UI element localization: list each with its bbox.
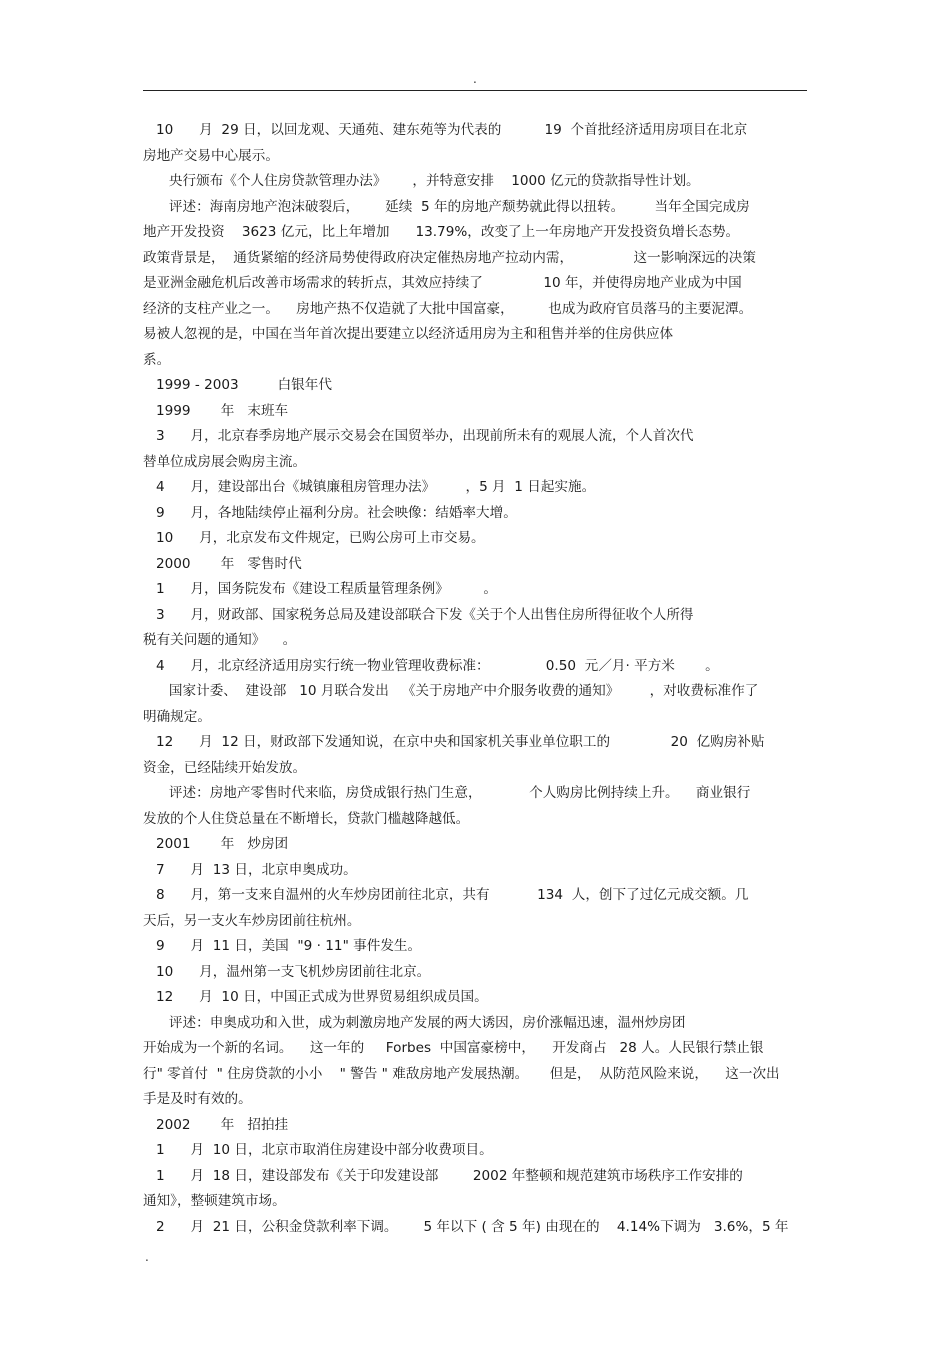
text-line: 易被人忽视的是，中国在当年首次提出要建立以经济适用房为主和租售并举的住房供应体 (143, 326, 674, 342)
text-line: 8 月，第一支来自温州的火车炒房团前往北京，共有 134 人，创下了过亿元成交额。几 (143, 887, 749, 903)
text-line: 税有关问题的通知》 。 (143, 632, 297, 648)
text-line: 央行颁布《个人住房贷款管理办法》 ，并特意安排 1000 亿元的贷款指导性计划。 (143, 173, 700, 189)
text-line: 地产开发投资 3623 亿元，比上年增加 13.79%，改变了上一年房地产开发投资负增长态势。 (143, 224, 740, 240)
text-line: 2000 年 零售时代 (143, 555, 302, 572)
header-rule (143, 90, 807, 91)
text-line: 12 月 10 日，中国正式成为世界贸易组织成员国。 (143, 989, 488, 1005)
text-line: 行" 零首付 " 住房贷款的小小 " 警告 " 难敌房地产发展热潮。 但是， 从防范风险来说， 这一次出 (143, 1065, 780, 1082)
text-line: 3 月，北京春季房地产展示交易会在国贸举办，出现前所未有的观展人流，个人首次代 (143, 428, 694, 444)
text-line: 3 月，财政部、国家税务总局及建设部联合下发《关于个人出售住房所得征收个人所得 (143, 606, 694, 623)
footer-mark: . (145, 1250, 149, 1264)
text-line: 评述：申奥成功和入世，成为刺激房地产发展的两大诱因，房价涨幅迅速，温州炒房团 (143, 1014, 686, 1031)
text-line: 通知》，整顿建筑市场。 (143, 1193, 286, 1209)
text-line: 4 月，建设部出台《城镇廉租房管理办法》 ，5 月 1 日起实施。 (143, 479, 596, 495)
header-mark: . (473, 72, 477, 86)
text-line: 2 月 21 日，公积金贷款利率下调。 5 年以下 ( 含 5 年) 由现在的 4.14%下调为 3.6%，5 年 (143, 1218, 789, 1235)
text-line: 替单位成房展会购房主流。 (143, 453, 307, 470)
text-line: 评述：房地产零售时代来临，房贷成银行热门生意， 个人购房比例持续上升。 商业银行 (143, 785, 751, 801)
text-line: 明确规定。 (143, 708, 211, 725)
text-line: 2001 年 炒房团 (143, 836, 289, 852)
text-line: 1999 - 2003 白银年代 (143, 377, 332, 393)
text-line: 资金，已经陆续开始发放。 (143, 759, 307, 776)
text-line: 手是及时有效的。 (143, 1091, 252, 1107)
text-line: 10 月 29 日，以回龙观、天通苑、建东苑等为代表的 19 个首批经济适用房项目在北京 (143, 122, 748, 138)
text-line: 10 月，温州第一支飞机炒房团前往北京。 (143, 963, 431, 980)
text-line: 1 月，国务院发布《建设工程质量管理条例》 。 (143, 581, 497, 597)
text-line: 政策背景是， 通货紧缩的经济局势使得政府决定催热房地产拉动内需， 这一影响深远的决策 (143, 249, 756, 266)
text-line: 1999 年 末班车 (143, 402, 289, 419)
text-line: 天后，另一支火车炒房团前往杭州。 (143, 912, 361, 929)
text-line: 9 月 11 日，美国 "9 · 11" 事件发生。 (143, 938, 422, 954)
text-line: 12 月 12 日，财政部下发通知说，在京中央和国家机关事业单位职工的 20 亿购房补贴 (143, 734, 765, 750)
text-line: 9 月，各地陆续停止福利分房。社会映像：结婚率大增。 (143, 504, 517, 521)
text-line: 1 月 18 日，建设部发布《关于印发建设部 2002 年整顿和规范建筑市场秩序工作安排的 (143, 1167, 743, 1184)
text-line: 发放的个人住贷总量在不断增长，贷款门槛越降越低。 (143, 810, 470, 827)
text-line: 2002 年 招拍挂 (143, 1116, 289, 1133)
text-line: 开始成为一个新的名词。 这一年的 Forbes 中国富豪榜中， 开发商占 28 人。人民银行禁止银 (143, 1040, 764, 1056)
text-line: 系。 (143, 351, 171, 368)
text-line: 4 月，北京经济适用房实行统一物业管理收费标准： 0.50 元／月· 平方米 。 (143, 657, 719, 674)
text-line: 国家计委、 建设部 10 月联合发出 《关于房地产中介服务收费的通知》 ，对收费标准作了 (143, 683, 759, 699)
text-line: 房地产交易中心展示。 (143, 147, 279, 164)
text-line: 经济的支柱产业之一。 房地产热不仅造就了大批中国富豪， 也成为政府官员落马的主要泥潭。 (143, 300, 753, 317)
document-body (143, 118, 807, 1240)
text-line: 7 月 13 日，北京申奥成功。 (143, 861, 357, 878)
text-line: 1 月 10 日，北京市取消住房建设中部分收费项目。 (143, 1142, 493, 1158)
text-line: 是亚洲金融危机后改善市场需求的转折点，其效应持续了 10 年，并使得房地产业成为中国 (143, 275, 742, 291)
text-line: 10 月，北京发布文件规定，已购公房可上市交易。 (143, 530, 485, 546)
text-line: 评述：海南房地产泡沫破裂后， 延续 5 年的房地产颓势就此得以扭转。 当年全国完成房 (143, 198, 750, 215)
